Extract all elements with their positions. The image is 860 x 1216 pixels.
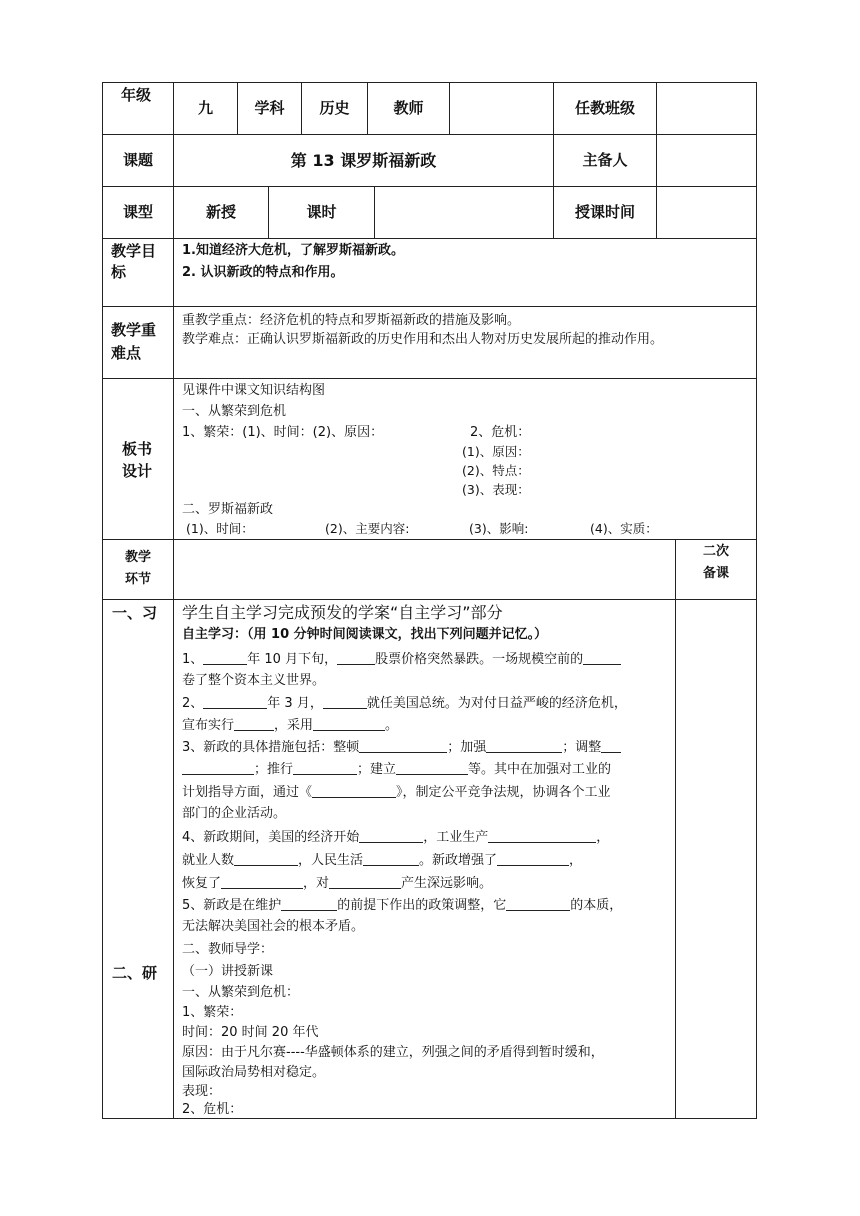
prosperity-time: 时间：20 时间 20 年代 [182,1025,319,1040]
question-4-line1: 4、新政期间，美国的经济开始 ，工业生产 ， [182,830,610,845]
board-crisis-item-1: (1)、原因： [462,444,530,459]
class-label: 任教班级 [574,99,635,117]
question-4-line2: 就业人数 ，人民生活 。新政增强了 ， [182,853,583,868]
question-3-line1: 3、新政的具体措施包括：整顿 ；加强 ；调整 [182,740,621,754]
second-prep-label-line1: 二次 [702,544,729,559]
board-part2-item-4: (4)、实质： [590,521,658,536]
subject-label: 学科 [254,99,285,117]
board-crisis-item-3: (3)、表现： [462,482,530,497]
hours-label: 课时 [306,203,337,221]
section-1-prosperity: 1、繁荣： [182,1005,243,1020]
board-part2-item-1: (1)、时间： [186,521,254,536]
question-3-line2: ；推行 ；建立 等。其中在加强对工业的 [182,762,611,776]
stage-label-1: 一、习 [112,604,158,622]
type-value: 新授 [205,203,236,221]
teacher-label: 教师 [393,99,424,117]
question-3-line4: 部门的企业活动。 [182,806,287,821]
prosperity-show: 表现： [182,1084,222,1099]
keypoints-label-line2: 难点 [111,344,142,362]
question-4-line3: 恢复了 ，对 产生深远影响。 [182,876,493,891]
grade-label: 年级 [121,86,152,104]
prosperity-reason-line2: 国际政治局势相对稳定。 [182,1065,326,1080]
topic-label: 课题 [122,151,153,169]
question-5-line2: 无法解决美国社会的根本矛盾。 [182,919,365,934]
process-label-line2: 环节 [124,572,151,587]
question-3-line3: 计划指导方面，通过《 》，制定公平竞争法规，协调各个工业 [182,785,611,800]
class-time-label: 授课时间 [574,203,635,221]
section-1-title: 一、从繁荣到危机： [182,985,300,1000]
self-study-instruction: 自主学习：（用 10 分钟时间阅读课文，找出下列问题并记忆。） [182,627,548,642]
grade-value: 九 [197,99,213,117]
preparer-label: 主备人 [582,151,628,169]
teaching-difficulty: 教学难点：正确认识罗斯福新政的历史作用和杰出人物对历史发展所起的推动作用。 [182,332,664,347]
stage-label-2: 二、研 [112,964,158,982]
question-5-line1: 5、新政是在维护 的前提下作出的政策调整，它 的本质， [182,898,623,913]
process-label-line1: 教学 [124,550,151,565]
question-2-line2: 宣布实行 ，采用 。 [182,718,399,733]
question-1-line2: 卷了整个资本主义世界。 [182,673,326,688]
question-1-line1: 1、 年 10 月下旬， 股票价格突然暴跌。一场规模空前的 [182,652,621,666]
content-heading: 学生自主学习完成预发的学案“自主学习”部分 [182,603,503,622]
goal-item-1: 1.知道经济大危机，了解罗斯福新政。 [182,243,404,258]
section-1-crisis: 2、危机： [182,1102,243,1117]
prosperity-reason-line1: 原因：由于凡尔赛----华盛顿体系的建立，列强之间的矛盾得到暂时缓和， [182,1045,604,1060]
teacher-guide-heading: 二、教师导学： [182,942,274,957]
goals-label-line2: 标 [111,263,127,281]
board-crisis: 2、危机： [470,425,531,440]
board-part2-item-2: (2)、主要内容: [325,521,410,536]
type-label: 课型 [122,203,153,221]
board-label-line2: 设计 [122,462,153,480]
second-prep-label-line2: 备课 [702,566,729,581]
lecture-heading: （一）讲授新课 [182,964,274,979]
question-2-line1: 2、 年 3 月， 就任美国总统。为对付日益严峻的经济危机， [182,696,627,711]
board-label-line1: 板书 [122,440,153,458]
keypoints-label-line1: 教学重 [111,321,157,339]
teaching-focus: 重教学重点：经济危机的特点和罗斯福新政的措施及影响。 [182,313,521,328]
board-part2-item-3: (3)、影响: [469,521,529,536]
board-prosperity: 1、繁荣：(1)、时间：(2)、原因： [182,425,384,440]
goals-label-line1: 教学目 [111,242,157,260]
board-part1-title: 一、从繁荣到危机 [182,404,287,419]
board-intro: 见课件中课文知识结构图 [182,383,326,398]
goal-item-2: 2. 认识新政的特点和作用。 [182,265,344,280]
board-crisis-item-2: (2)、特点： [462,463,530,478]
board-part2-title: 二、罗斯福新政 [182,502,274,517]
subject-value: 历史 [319,99,350,117]
topic-value: 第 13 课罗斯福新政 [290,151,437,170]
